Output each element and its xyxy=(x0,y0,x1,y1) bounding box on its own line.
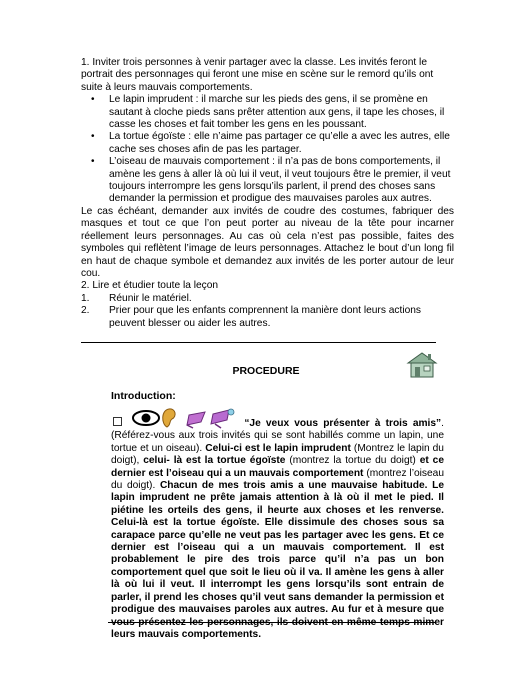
character-list xyxy=(81,94,454,206)
checkbox-icon xyxy=(113,417,122,426)
intro-text: . (Référez-vous aux trois invités qui se sont habillés comme un lapin, une tortue et un oiseau). xyxy=(111,418,444,454)
bullet-text: Le lapin imprudent : il marche sur les pieds des gens, il se promène en sautant à cloche pieds sans prêter attention aux gens, il tape les choses, il casse les choses et fait tomber les gens en les poussant. xyxy=(109,94,445,131)
lesson-line: 2. Lire et étudier toute la leçon xyxy=(81,280,219,292)
costume-paragraph: Le cas échéant, demander aux invités de coudre des costumes, fabriquer des masques et tout ce que l’on peut porter au niveau de la tête pour incarner réellement leurs personnages. Au cas où cela n’est pas possible, faites des symboles qui reflètent l’image de leurs personnages. Attachez le bout d’un long fil en haut de chaque symbole et demandez aux invités de les porter autour de leur cou. xyxy=(81,205,454,279)
intro-text: Chacun de mes trois amis a une mauvaise habitude. Le lapin imprudent ne prête jamais attention à là où il met le pied. Il piétine les orteils des gens, il heurte aux choses et les renverse. Celui-là est la tortue égoïste. Elle dissimule des choses sous sa carapace parce qu’elle ne veut pas les partager avec les gens. Et ce dernier est l’oiseau qui a un mauvais comportement. Il est probablement le pire des trois parce qu’il n’a pas un bon comportement quel que soit le lieu où il va. Il amène les gens à aller là où lui il veut. Il interrompt les gens lorsqu’ils sont entrain de parler, il prend les choses qu’il veut sans demander la permission et prodigue des mauvaises paroles aux autres. Au fur et à mesure que vous présentez les personnages, ils doivent en même temps mimer leurs mauvais comportements. xyxy=(111,480,445,640)
preparation-section xyxy=(81,57,454,330)
prep-intro: 1. Inviter trois personnes à venir partager avec la classe. Les invités feront le portrait des personnages qui feront une mise en scène sur le remord qu’ils ont suite à leurs mauvais comportements. xyxy=(81,57,434,93)
procedure-title: PROCEDURE xyxy=(232,365,300,377)
bullet-item xyxy=(81,94,454,131)
bullet-icon: • xyxy=(91,94,95,106)
eye-ear-mouth-icon xyxy=(131,406,239,430)
intro-text: celui- là est la tortue égoïste xyxy=(143,455,286,467)
step-number: 2. xyxy=(81,305,90,317)
bullet-item xyxy=(81,131,454,156)
intro-text: et ce dernier est l’oiseau qui a un mauvais comportement xyxy=(111,455,444,479)
step-item xyxy=(81,305,454,330)
intro-text: (montrez l’oiseau du doigt). xyxy=(111,467,444,492)
introduction-heading: Introduction: xyxy=(111,390,176,402)
bullet-text: L’oiseau de mauvais comportement : il n’a pas de bons comportements, il amène les gens à aller là où lui il veut, il veut toujours être le premier, il veut toujours interrompre les gens lorsqu’ils parlent, il prend des choses sans demander la permission et prodigue des mauvaises paroles aux autres. xyxy=(109,156,451,205)
step-text: Réunir le matériel. xyxy=(109,292,192,304)
step-number: 1. xyxy=(81,292,90,304)
bullet-icon: • xyxy=(91,156,95,168)
divider xyxy=(81,342,436,343)
house-icon xyxy=(405,350,439,380)
intro-text: (montrez la tortue du doigt) xyxy=(285,455,420,467)
step-item xyxy=(81,293,454,305)
bullet-item xyxy=(81,156,454,206)
bullet-text: La tortue égoïste : elle n’aime pas partager ce qu’elle a avec les autres, elle cache ses choses afin de pas les partager. xyxy=(109,131,450,155)
intro-text: Celui-ci est le lapin imprudent xyxy=(205,442,351,454)
intro-text: (Montrez le lapin du doigt), xyxy=(111,442,444,467)
bullet-icon: • xyxy=(91,131,95,143)
intro-quote: “Je veux vous présenter à trois amis” xyxy=(244,418,442,429)
divider xyxy=(108,622,436,623)
introduction-body xyxy=(111,406,444,641)
step-text: Prier pour que les enfants comprennent la manière dont leurs actions peuvent blesser ou aider les autres. xyxy=(109,305,422,329)
